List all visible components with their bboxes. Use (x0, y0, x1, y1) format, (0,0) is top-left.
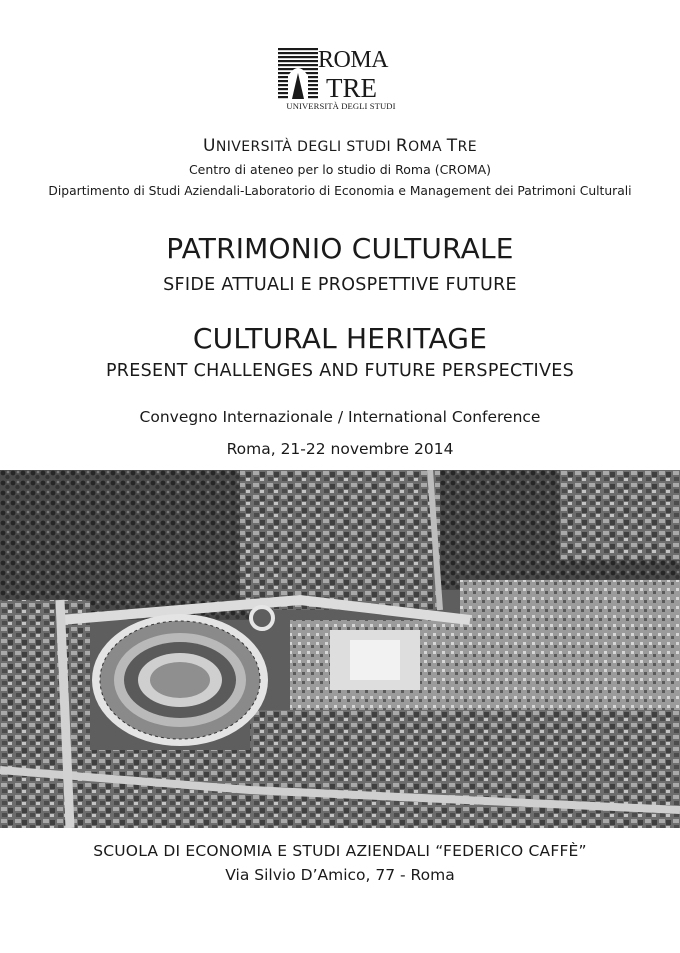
title-italian: PATRIMONIO CULTURALE (166, 232, 514, 265)
croma-line: Centro di ateneo per lo studio di Roma (CROMA) (188, 162, 492, 177)
university-name (0, 136, 680, 156)
date-line: Roma, 21-22 novembre 2014 (226, 440, 454, 458)
aerial-photo-colosseum (0, 470, 680, 828)
roma-tre-logo (278, 46, 404, 112)
venue-address: Via Silvio D’Amico, 77 - Roma (225, 866, 455, 884)
university-initial-u: U (203, 136, 216, 156)
title-english: CULTURAL HERITAGE (192, 322, 488, 355)
conference-line: Convegno Internazionale / International Conference (139, 408, 541, 426)
subtitle-english: PRESENT CHALLENGES AND FUTURE PERSPECTIVES (105, 361, 575, 381)
logo-subtitle: UNIVERSITÀ DEGLI STUDI (286, 101, 396, 111)
university-text-1: NIVERSITÀ DEGLI STUDI (215, 139, 396, 155)
school-name: SCUOLA DI ECONOMIA E STUDI AZIENDALI “FEDERICO CAFFÈ” (93, 842, 587, 860)
department-line: Dipartimento di Studi Aziendali-Laboratorio di Economia e Management dei Patrimoni Culturali (48, 184, 632, 198)
university-initial-r: R (395, 136, 409, 156)
subtitle-italian: SFIDE ATTUALI E PROSPETTIVE FUTURE (163, 275, 517, 295)
university-text-2: OMA (408, 139, 447, 155)
logo-tre-text: TRE (326, 73, 377, 103)
arch-logo-icon (278, 46, 318, 102)
university-initial-t: T (446, 136, 458, 156)
logo-roma-text: ROMA (318, 47, 389, 73)
university-text-3: RE (457, 139, 477, 155)
